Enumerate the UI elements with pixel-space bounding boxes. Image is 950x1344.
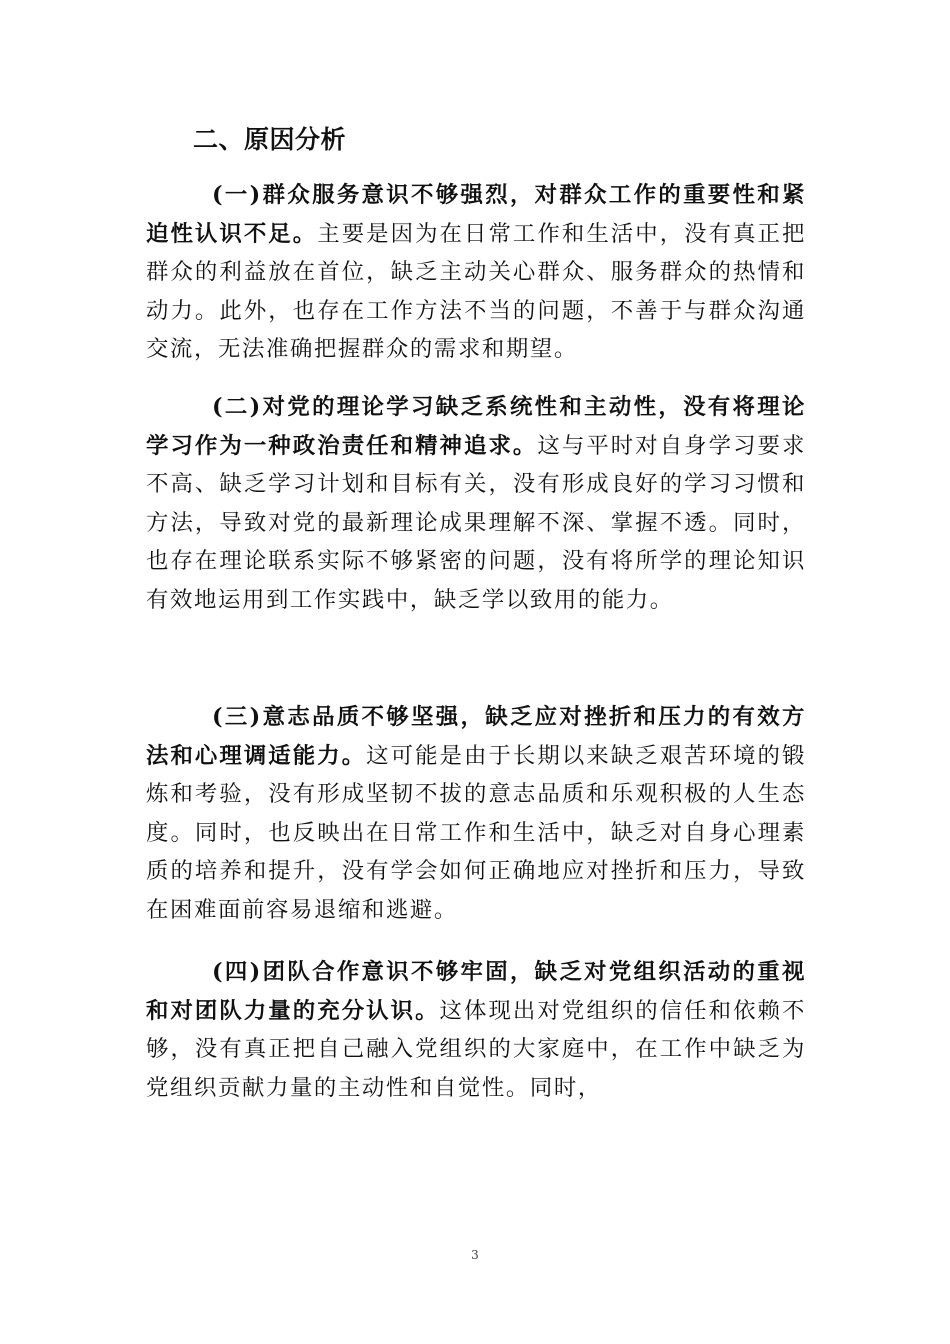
page-number: 3 xyxy=(471,1248,479,1262)
paragraph-2-ordinal: (二) xyxy=(212,394,262,420)
paragraph-2-lead: 对党的理论学习缺乏系统性和主动性，没有将理论学习作为一种政治责任和精神追求。 xyxy=(146,394,806,459)
paragraph-3 xyxy=(146,698,806,929)
paragraph-4-ordinal: (四) xyxy=(212,959,262,985)
paragraph-3-ordinal: (三) xyxy=(212,704,262,730)
paragraph-4-lead: 团队合作意识不够牢固，缺乏对党组织活动的重视和对团队力量的充分认识。 xyxy=(146,959,806,1024)
paragraph-4-body: 这体现出对党组织的信任和依赖不够，没有真正把自己融入党组织的大家庭中，在工作中缺乏为党组织贡献力量的主动性和自觉性。同时， xyxy=(146,997,807,1101)
paragraph-4 xyxy=(146,953,806,1107)
paragraph-2 xyxy=(146,388,806,619)
paragraph-3-lead: 意志品质不够坚强，缺乏应对挫折和压力的有效方法和心理调适能力。 xyxy=(146,704,806,769)
paragraph-1-ordinal: (一) xyxy=(212,182,262,208)
paragraph-1-lead: 群众服务意识不够强烈，对群众工作的重要性和紧迫性认识不足。 xyxy=(146,182,806,247)
section-heading: 二、原因分析 xyxy=(193,125,347,154)
paragraph-1 xyxy=(146,176,806,369)
paragraph-3-body: 这可能是由于长期以来缺乏艰苦环境的锻炼和考验，没有形成坚韧不拔的意志品质和乐观积极的人生态度。同时，也反映出在日常工作和生活中，缺乏对自身心理素质的培养和提升，没有学会如何正确地应对挫折和压力，导致在困难面前容易退缩和逃避。 xyxy=(146,742,806,923)
paragraph-2-body: 这与平时对自身学习要求不高、缺乏学习计划和目标有关，没有形成良好的学习习惯和方法，导致对党的最新理论成果理解不深、掌握不透。同时，也存在理论联系实际不够紧密的问题，没有将所学的理论知识有效地运用到工作实践中，缺乏学以致用的能力。 xyxy=(146,432,806,613)
paragraph-1-body: 主要是因为在日常工作和生活中，没有真正把群众的利益放在首位，缺乏主动关心群众、服务群众的热情和动力。此外，也存在工作方法不当的问题，不善于与群众沟通交流，无法准确把握群众的需求和期望。 xyxy=(146,220,806,362)
